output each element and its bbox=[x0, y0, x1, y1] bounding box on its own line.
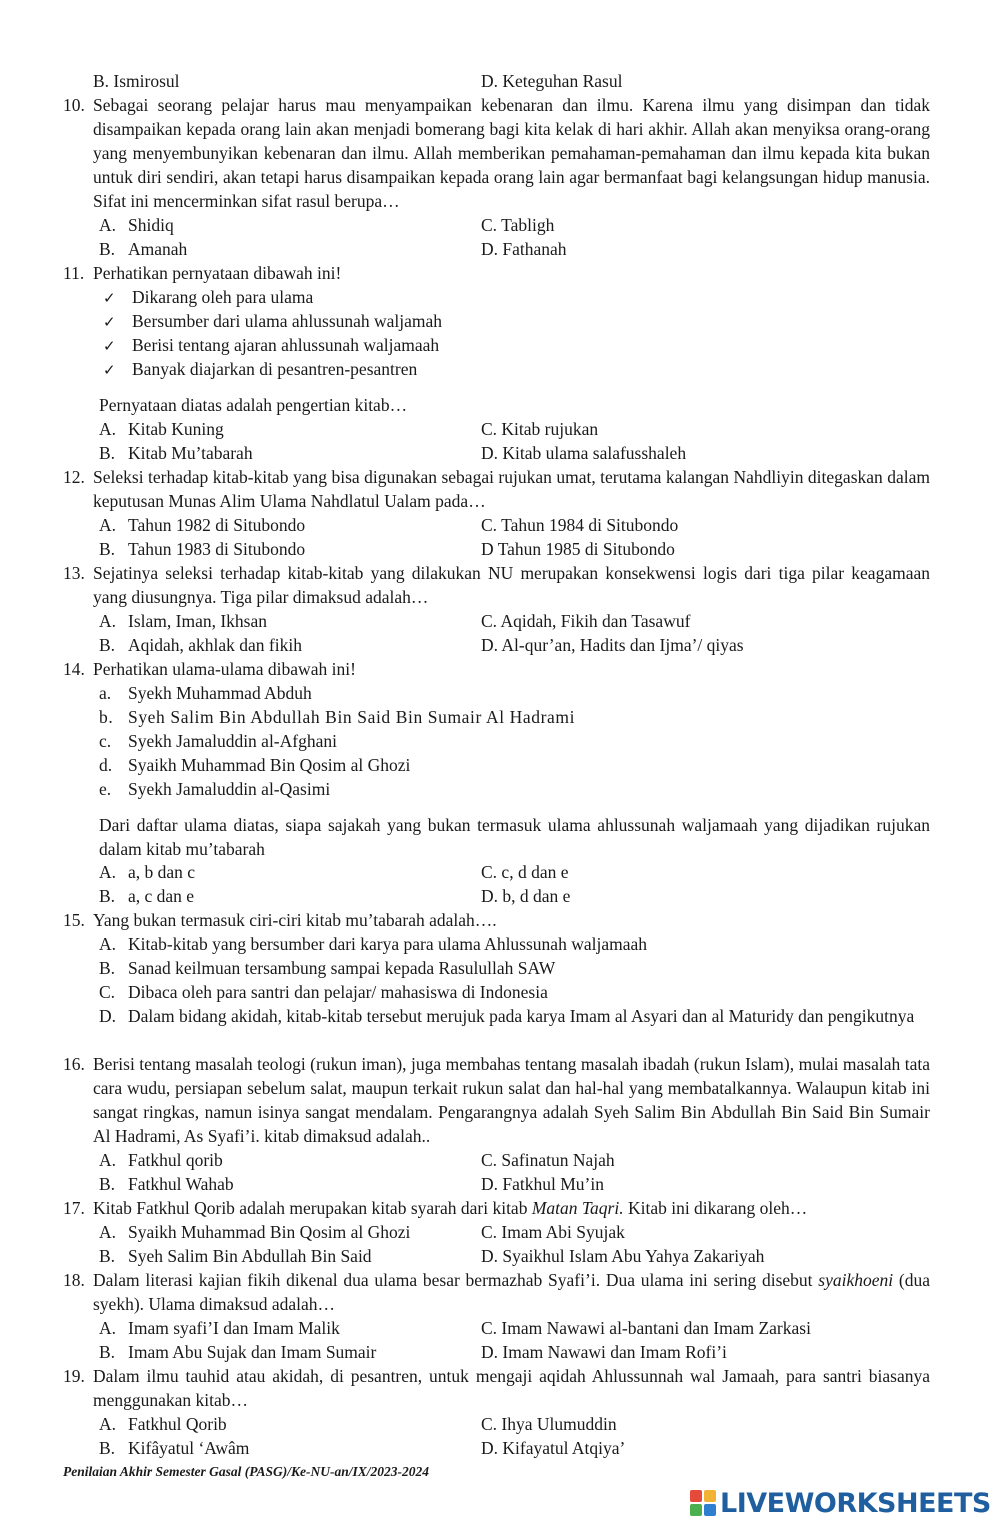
option-c[interactable]: C. Tahun 1984 di Situbondo bbox=[481, 515, 679, 535]
liveworksheets-logo bbox=[690, 1485, 991, 1521]
option-label: B. bbox=[99, 539, 116, 559]
checklist-item: ✓ Berisi tentang ajaran ahlussunah waljamaah bbox=[103, 333, 439, 358]
option-a[interactable] bbox=[99, 609, 267, 633]
option-label: B. bbox=[99, 1174, 116, 1194]
question-number: 18. bbox=[63, 1270, 85, 1290]
option-text: Imam syafi’I dan Imam Malik bbox=[128, 1318, 340, 1338]
question-number: 13. bbox=[63, 563, 85, 583]
check-icon: ✓ bbox=[103, 289, 116, 307]
option-label: B. bbox=[99, 886, 116, 906]
checklist-item: ✓ Banyak diajarkan di pesantren-pesantren bbox=[103, 357, 417, 382]
option-c[interactable]: C. Ihya Ulumuddin bbox=[481, 1414, 617, 1434]
option-text: Kitab Kuning bbox=[128, 419, 224, 439]
option-d[interactable]: D. Fathanah bbox=[481, 239, 567, 259]
option-c[interactable]: C. Tabligh bbox=[481, 215, 555, 235]
option-d[interactable]: D. Imam Nawawi dan Imam Rofi’i bbox=[481, 1342, 727, 1362]
option-text: Shidiq bbox=[128, 215, 174, 235]
question-text: Kitab Fatkhul Qorib adalah merupakan kitab syarah dari kitab Matan Taqri. Kitab ini dikarang oleh… bbox=[93, 1198, 808, 1218]
option-b[interactable] bbox=[99, 1172, 234, 1196]
question-number: 10. bbox=[63, 95, 85, 115]
option-a[interactable] bbox=[99, 932, 647, 956]
option-text: Dibaca oleh para santri dan pelajar/ mahasiswa di Indonesia bbox=[128, 982, 548, 1002]
option-a[interactable] bbox=[99, 1412, 227, 1436]
option-carry-d: D. Keteguhan Rasul bbox=[481, 71, 623, 91]
option-c[interactable]: C. Imam Nawawi al-bantani dan Imam Zarkasi bbox=[481, 1318, 811, 1338]
option-a[interactable] bbox=[99, 513, 305, 537]
option-b[interactable] bbox=[99, 1340, 376, 1364]
question-text: Perhatikan pernyataan dibawah ini! bbox=[93, 263, 342, 283]
option-carry-b: B. Ismirosul bbox=[93, 71, 180, 91]
liveworksheets-icon bbox=[690, 1490, 716, 1516]
option-text: Dalam bidang akidah, kitab-kitab tersebut merujuk pada karya Imam al Asyari dan al Maturidy dan pengikutnya bbox=[128, 1006, 915, 1026]
option-label: A. bbox=[99, 419, 117, 439]
option-label: A. bbox=[99, 934, 117, 954]
option-text: Tahun 1983 di Situbondo bbox=[128, 539, 306, 559]
option-d[interactable]: D. Al-qur’an, Hadits dan Ijma’/ qiyas bbox=[481, 635, 744, 655]
option-label: A. bbox=[99, 1414, 117, 1434]
option-d[interactable]: D. Syaikhul Islam Abu Yahya Zakariyah bbox=[481, 1246, 765, 1266]
option-a[interactable] bbox=[99, 213, 174, 237]
option-c[interactable]: C. c, d dan e bbox=[481, 862, 569, 882]
option-text: Islam, Iman, Ikhsan bbox=[128, 611, 267, 631]
option-b[interactable] bbox=[99, 1436, 249, 1460]
list-item: b. Syeh Salim Bin Abdullah Bin Said Bin Sumair Al Hadrami bbox=[99, 707, 576, 727]
option-d[interactable]: D. Kitab ulama salafusshaleh bbox=[481, 443, 687, 463]
option-b[interactable] bbox=[99, 441, 253, 465]
question-number: 14. bbox=[63, 659, 85, 679]
option-text: Fatkhul qorib bbox=[128, 1150, 223, 1170]
question-number: 12. bbox=[63, 467, 85, 487]
check-icon: ✓ bbox=[103, 337, 116, 355]
option-text: Fatkhul Qorib bbox=[128, 1414, 227, 1434]
option-a[interactable] bbox=[99, 1316, 340, 1340]
option-b[interactable] bbox=[99, 1244, 372, 1268]
list-item: a. Syekh Muhammad Abduh bbox=[99, 683, 312, 703]
question-number: 16. bbox=[63, 1054, 85, 1074]
option-label: A. bbox=[99, 515, 117, 535]
option-label: A. bbox=[99, 1222, 117, 1242]
option-b[interactable] bbox=[99, 537, 305, 561]
option-b[interactable] bbox=[99, 633, 302, 657]
question-text: Dalam ilmu tauhid atau akidah, di pesantren, untuk mengaji aqidah Ahlussunnah wal Jamaah, para santri biasanya menggunakan kitab… bbox=[93, 1366, 930, 1410]
option-d[interactable]: D. Fatkhul Mu’in bbox=[481, 1174, 604, 1194]
list-item: c. Syekh Jamaluddin al-Afghani bbox=[99, 731, 337, 751]
option-c[interactable] bbox=[99, 980, 548, 1004]
check-icon: ✓ bbox=[103, 361, 116, 379]
question-number: 17. bbox=[63, 1198, 85, 1218]
question-text: Berisi tentang masalah teologi (rukun iman), juga membahas tentang masalah ibadah (rukun Islam), mulai masalah tata cara wudu, persiapan sebelum salat, maupun terkait rukun salat dan hal-hal yang membatalkannya. Walaupun kitab ini sangat ringkas, namun isinya sangat mendalam. Pengarangnya adalah Syeh Salim Bin Abdullah Bin Said Bin Sumair Al Hadrami, As Syafi’i. kitab dimaksud adalah.. bbox=[93, 1054, 930, 1146]
option-b[interactable] bbox=[99, 237, 187, 261]
option-text: Amanah bbox=[128, 239, 188, 259]
option-a[interactable] bbox=[99, 1220, 410, 1244]
question-prompt: Dari daftar ulama diatas, siapa sajakah yang bukan termasuk ulama ahlussunah waljamaah yang dijadikan rujukan dalam kitab mu’tabarah bbox=[99, 815, 930, 859]
liveworksheets-wordmark: LIVEWORKSHEETS bbox=[720, 1487, 991, 1519]
checklist-item: ✓ Bersumber dari ulama ahlussunah waljamah bbox=[103, 309, 442, 334]
option-label: B. bbox=[99, 1246, 116, 1266]
option-c[interactable]: C. Kitab rujukan bbox=[481, 419, 599, 439]
option-text: Syeh Salim Bin Abdullah Bin Said bbox=[128, 1246, 372, 1266]
option-label: B. bbox=[99, 443, 116, 463]
list-item: d. Syaikh Muhammad Bin Qosim al Ghozi bbox=[99, 755, 411, 775]
option-label: A. bbox=[99, 862, 117, 882]
option-d[interactable]: D. Kifayatul Atqiya’ bbox=[481, 1438, 626, 1458]
option-label: A. bbox=[99, 215, 117, 235]
option-text: Aqidah, akhlak dan fikih bbox=[128, 635, 302, 655]
question-text: Sebagai seorang pelajar harus mau menyampaikan kebenaran dan ilmu. Karena ilmu yang disimpan dan tidak disampaikan kepada orang lain akan menjadi bomerang bagi kita kelak di hari akhir. Allah akan menyiksa orang-orang yang menyembunyikan kebenaran dan ilmu. Allah memberikan pemahaman-pemahaman dan ilmu kepada kita bukan untuk diri sendiri, akan tetapi harus disampaikan kepada orang lain agar bermanfaat bagi kelangsungan hidup manusia. Sifat ini mencerminkan sifat rasul berupa… bbox=[93, 95, 930, 211]
option-text: Fatkhul Wahab bbox=[128, 1174, 234, 1194]
option-a[interactable] bbox=[99, 1148, 223, 1172]
option-text: Sanad keilmuan tersambung sampai kepada Rasulullah SAW bbox=[128, 958, 556, 978]
question-number: 19. bbox=[63, 1366, 85, 1386]
option-a[interactable] bbox=[99, 860, 195, 884]
option-d[interactable]: D. b, d dan e bbox=[481, 886, 571, 906]
option-b[interactable] bbox=[99, 956, 555, 980]
option-c[interactable]: C. Aqidah, Fikih dan Tasawuf bbox=[481, 611, 691, 631]
option-label: A. bbox=[99, 611, 117, 631]
question-text: Seleksi terhadap kitab-kitab yang bisa digunakan sebagai rujukan umat, terutama kalangan Nahdliyin ditegaskan dalam keputusan Munas Alim Ulama Nahdlatul Ualam pada… bbox=[93, 467, 930, 511]
option-label: B. bbox=[99, 1342, 116, 1362]
question-text: Sejatinya seleksi terhadap kitab-kitab yang dilakukan NU merupakan konsekwensi logis dari tiga pilar keagamaan yang diusungnya. Tiga pilar dimaksud adalah… bbox=[93, 563, 930, 607]
option-label: C. bbox=[99, 982, 116, 1002]
option-text: a, c dan e bbox=[128, 886, 195, 906]
option-label: D. bbox=[99, 1006, 117, 1026]
question-number: 15. bbox=[63, 910, 85, 930]
option-text: Kifâyatul ‘Awâm bbox=[128, 1438, 250, 1458]
option-text: Tahun 1982 di Situbondo bbox=[128, 515, 306, 535]
question-text: Dalam literasi kajian fikih dikenal dua ulama besar bermazhab Syafi’i. Dua ulama ini sering disebut syaikhoeni (dua syekh). Ulama dimaksud adalah… bbox=[93, 1270, 930, 1314]
option-a[interactable] bbox=[99, 417, 224, 441]
option-text: Syaikh Muhammad Bin Qosim al Ghozi bbox=[128, 1222, 411, 1242]
option-label: A. bbox=[99, 1150, 117, 1170]
page-footer: Penilaian Akhir Semester Gasal (PASG)/Ke-NU-an/IX/2023-2024 bbox=[63, 1464, 430, 1479]
option-label: B. bbox=[99, 239, 116, 259]
checklist-item: ✓ Dikarang oleh para ulama bbox=[103, 285, 313, 310]
option-d[interactable]: D Tahun 1985 di Situbondo bbox=[481, 539, 675, 559]
question-prompt: Pernyataan diatas adalah pengertian kitab… bbox=[99, 395, 408, 415]
option-text: Imam Abu Sujak dan Imam Sumair bbox=[128, 1342, 377, 1362]
option-text: a, b dan c bbox=[128, 862, 196, 882]
option-d[interactable] bbox=[99, 1004, 930, 1028]
question-text: Yang bukan termasuk ciri-ciri kitab mu’tabarah adalah…. bbox=[93, 910, 497, 930]
question-number: 11. bbox=[63, 263, 85, 283]
question-text: Perhatikan ulama-ulama dibawah ini! bbox=[93, 659, 356, 679]
option-label: B. bbox=[99, 1438, 116, 1458]
option-c[interactable]: C. Safinatun Najah bbox=[481, 1150, 615, 1170]
list-item: e. Syekh Jamaluddin al-Qasimi bbox=[99, 779, 331, 799]
option-b[interactable] bbox=[99, 884, 194, 908]
option-text: Kitab-kitab yang bersumber dari karya para ulama Ahlussunah waljamaah bbox=[128, 934, 647, 954]
option-text: Kitab Mu’tabarah bbox=[128, 443, 253, 463]
option-c[interactable]: C. Imam Abi Syujak bbox=[481, 1222, 625, 1242]
option-label: A. bbox=[99, 1318, 117, 1338]
option-label: B. bbox=[99, 635, 116, 655]
option-label: B. bbox=[99, 958, 116, 978]
check-icon: ✓ bbox=[103, 313, 116, 331]
